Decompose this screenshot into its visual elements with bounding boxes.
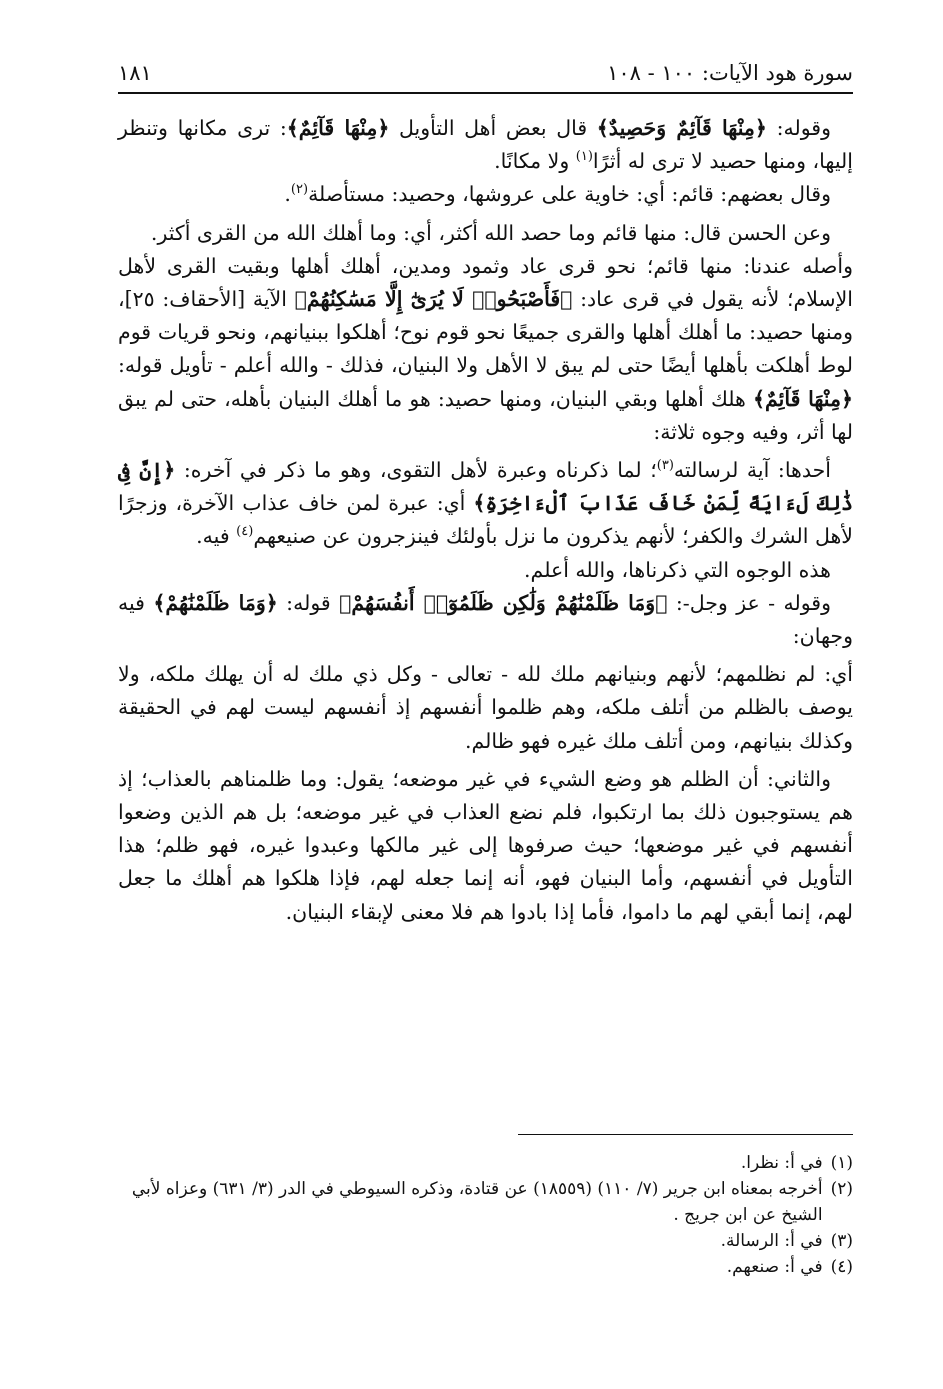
footnote-number: (٣) <box>830 1231 853 1251</box>
text-run: والثاني: أن الظلم هو وضع الشيء في غير موضعه؛ يقول: وما ظلمناهم بالعذاب؛ إذ هم يستوجبون ذلك بما ارتكبوا، فلم نضع العذاب في غير موضعه؛ بل هم الذين وضعوا أنفسهم في غير موضعها؛ حيث صرفوها إلى غير مالكها وعبدوا غيره، فهو ظلم؛ هذا التأويل في أنفسهم، وأما البنيان فهو، أنه إنما جعله لهم، فإذا هلكوا هم أهلك ما جعل لهم، إنما أبقي لهم ما داموا، فأما إذا بادوا هم فلا معنى لإبقاء البنيان. <box>118 766 853 924</box>
running-title: سورة هود الآيات: ١٠٠ - ١٠٨ <box>607 61 853 85</box>
paragraph-5 <box>118 454 853 554</box>
text-run: ؛ لما ذكرناه وعبرة لأهل التقوى، وهو ما ذكر في آخره: <box>175 458 657 483</box>
page-number: ١٨١ <box>118 61 152 85</box>
paragraph-4 <box>118 250 853 449</box>
footnote-text: في أ: صنعهم. <box>726 1257 823 1277</box>
text-run: قال بعض أهل التأويل <box>389 116 597 140</box>
text-run: وأصله عندنا: منها قائم؛ نحو قرى عاد وثمود ومدين، أهلك أهلها وبقيت القرى لأهل الإسلام؛ لأنه يقول في قرى عاد: <box>118 253 853 312</box>
text-run: وعن الحسن قال: منها قائم وما حصد الله أكثر، أي: وما أهلك الله من القرى أكثر. <box>150 220 831 245</box>
text-run: هلك أهلها وبقي البنيان، ومنها حصيد: هو ما أهلك البنيان بأهله، حتى لم يبق لها أثر، وفيه وجوه ثلاثة: <box>118 386 853 444</box>
footnote-number: (١) <box>830 1153 853 1173</box>
text-run: فيه وجهان: <box>118 590 853 649</box>
quran-verse: ﴿مِنْهَا قَآئِمٌ وَحَصِيدٌ﴾ <box>596 116 767 140</box>
paragraph-1 <box>118 112 853 178</box>
text-run: وقال بعضهم: قائم: أي: خاوية على عروشها، وحصيد: مستأصلة <box>308 182 831 207</box>
paragraph-2 <box>118 178 853 211</box>
paragraph-8 <box>118 658 853 758</box>
footnote-item <box>118 1150 853 1176</box>
footnote-item <box>118 1254 853 1280</box>
text-run: أحدها: آية لرسالته <box>673 458 831 483</box>
text-run: وقوله - عز وجل-: <box>667 590 831 615</box>
text-run: وقوله: <box>766 116 832 140</box>
text-run: أي: عبرة لمن خاف عذاب الآخرة، وزجرًا لأهل الشرك والكفر؛ لأنهم يذكرون ما نزل بأولئك فينزجرون عن صنيعهم <box>118 491 853 549</box>
main-text <box>118 112 853 929</box>
footnote-ref[interactable]: (١) <box>575 149 593 165</box>
paragraph-9 <box>118 763 853 929</box>
text-run: فيه. <box>196 524 237 549</box>
paragraph-7 <box>118 587 853 653</box>
footnote-ref[interactable]: (٤) <box>236 524 254 540</box>
footnote-ref[interactable]: (٢) <box>290 182 309 198</box>
text-run: الآية [الأحقاف: ٢٥]، ومنها حصيد: ما أهلك أهلها والقرى جميعًا نحو قوم نوح؛ أهلكوا ببنيانهم، ونحو قريات قوم لوط أهلكت بأهلها أيضًا حتى لم يبق لا الأهل ولا البنيان، فذلك - والله أعلم - تأويل قوله: <box>118 287 853 378</box>
text-run: قوله: <box>277 590 340 615</box>
footnote-text: في أ: نظرا. <box>740 1153 823 1173</box>
paragraph-6 <box>118 554 853 587</box>
quran-verse: ﴿مِنْهَا قَآئِمٌ﴾ <box>286 116 390 140</box>
quran-verse: ﴿مِنْهَا قَآئِمٌ﴾ <box>752 386 853 411</box>
footnote-separator <box>518 1134 853 1135</box>
text-run: : ترى مكانها وتنظر إليها، ومنها حصيد لا ترى له أثرًا <box>118 116 853 174</box>
footnote-text: في أ: الرسالة. <box>720 1231 823 1251</box>
footnote-number: (٤) <box>830 1257 853 1277</box>
footnote-ref[interactable]: (٣) <box>656 458 674 474</box>
text-run: هذه الوجوه التي ذكرناها، والله أعلم. <box>524 557 831 582</box>
footnote-text: أخرجه بمعناه ابن جرير (٧/ ١١٠) (١٨٥٥٩) عن قتادة، وذكره السيوطي في الدر (٣/ ٦٣١) وعزاه لأبي الشيخ عن ابن جريج . <box>131 1179 823 1225</box>
text-run: ولا مكانًا. <box>494 149 576 174</box>
page-header <box>118 58 853 94</box>
paragraph-3 <box>118 217 853 250</box>
text-run: أي: لم نظلمهم؛ لأنهم وبنيانهم ملك لله - تعالى - وكل ذي ملك له أن يهلك ملكه، ولا يوصف بالظلم من أتلف ملكه، وهم ظلموا أنفسهم إذ أنفسهم ليست لهم في الحقيقة وكذلك بنيانهم، ومن أتلف ملك غيره فهو ظالم. <box>118 662 853 753</box>
footnote-item <box>118 1176 853 1228</box>
quran-verse: ﴿فَأَصْبَحُوا۟ لَا يُرَىٰٓ إِلَّا مَسَٰكِنُهُمْ﴾ <box>294 287 573 312</box>
quran-verse: ﴿وَمَا ظَلَمْنَٰهُمْ﴾ <box>153 590 278 615</box>
quran-verse: ﴿إِنَّ فِى ذَٰلِكَ لَءَايَةً لِّمَنْ خَافَ عَذَابَ ٱلْءَاخِرَةِ﴾ <box>118 458 853 516</box>
text-run: . <box>284 182 291 207</box>
footnote-item <box>118 1228 853 1254</box>
footnotes <box>118 1150 853 1280</box>
quran-verse: ﴿وَمَا ظَلَمْنَٰهُمْ وَلَٰكِن ظَلَمُوٓا۟ أَنفُسَهُمْ﴾ <box>339 590 668 615</box>
footnote-number: (٢) <box>830 1179 853 1199</box>
